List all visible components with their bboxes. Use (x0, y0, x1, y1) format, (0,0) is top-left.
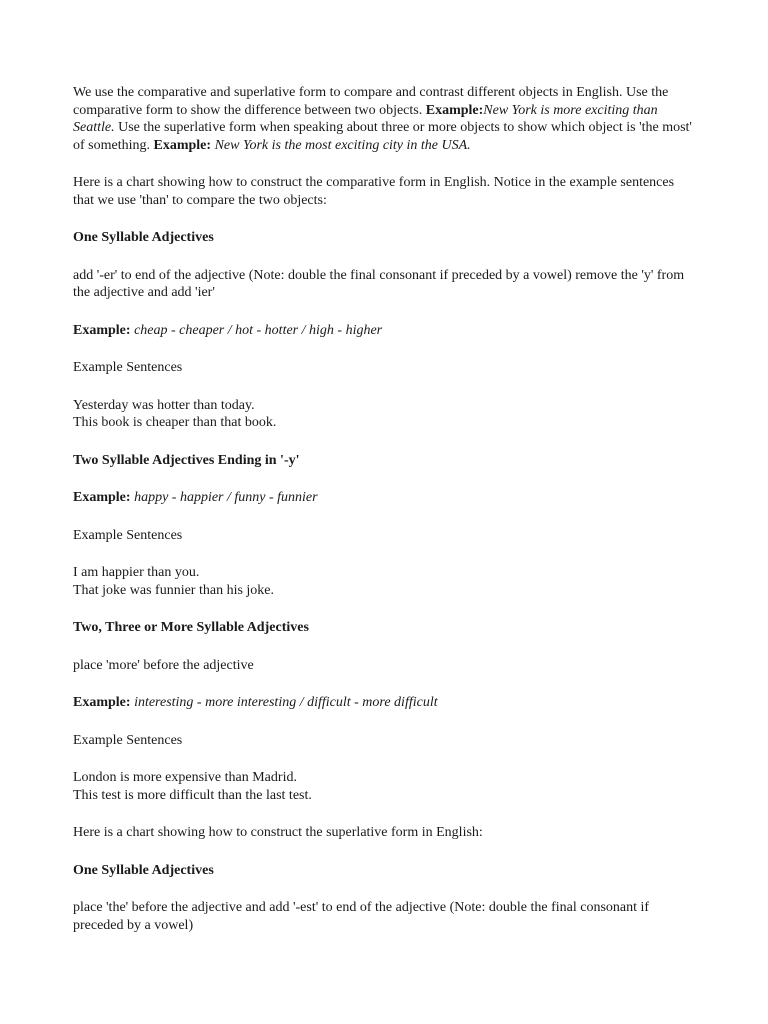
section-example (73, 489, 698, 507)
example-sentences (73, 397, 698, 432)
example-text: cheap - cheaper / hot - hotter / high - higher (134, 322, 383, 338)
example-text: New York is the most exciting city in the USA. (214, 137, 471, 153)
comparative-chart-intro: Here is a chart showing how to construct the comparative form in English. Notice in the example sentences that we use 'than' to compare the two objects: (73, 175, 675, 208)
example-sentence: Yesterday was hotter than today. (73, 397, 255, 413)
superlative-chart-intro: Here is a chart showing how to construct the superlative form in English: (73, 825, 483, 840)
example-sentences-label: Example Sentences (73, 527, 183, 543)
intro-paragraph (73, 84, 698, 154)
example-text: interesting - more interesting / difficult - more difficult (134, 695, 438, 710)
example-sentence: That joke was funnier than his joke. (73, 582, 275, 598)
example-sentence: I am happier than you. (73, 565, 200, 580)
example-sentence: London is more expensive than Madrid. (73, 770, 297, 785)
example-label: Example: (73, 490, 131, 505)
section-heading: One Syllable Adjectives (73, 862, 214, 878)
section-rule: place 'more' before the adjective (73, 657, 254, 673)
intro-text-1: We use the comparative and superlative form to compare and contrast different objects in English. Use the comparative form to show the difference between two objects. (73, 85, 669, 118)
section-heading: Two, Three or More Syllable Adjectives (73, 620, 309, 635)
example-sentences-label: Example Sentences (73, 360, 183, 375)
section-rule: place 'the' before the adjective and add '-est' to end of the adjective (Note: double the final consonant if preceded by a vowel) (73, 900, 650, 933)
example-label: Example: (73, 695, 131, 710)
example-label: Example: (73, 322, 131, 338)
example-label: Example: (153, 137, 212, 153)
example-sentences (73, 564, 698, 599)
section-rule: add '-er' to end of the adjective (Note: double the final consonant if preceded by a vowel) remove the 'y' from the adjective and add 'ier' (73, 267, 685, 300)
example-label: Example: (425, 102, 484, 118)
section-heading: One Syllable Adjectives (73, 230, 214, 245)
intro-text-2: Use the superlative form when speaking about three or more objects to show which object is 'the most' of something. (73, 120, 692, 153)
section-example (73, 322, 698, 340)
section-heading: Two Syllable Adjectives Ending in '-y' (73, 452, 300, 468)
example-text: happy - happier / funny - funnier (134, 490, 318, 505)
document-body (73, 84, 698, 954)
example-text: New York is more exciting than Seattle. (73, 102, 658, 135)
example-sentence: This book is cheaper than that book. (73, 415, 277, 430)
example-sentences (73, 769, 698, 804)
example-sentence: This test is more difficult than the last test. (73, 787, 312, 803)
example-sentences-label: Example Sentences (73, 732, 183, 748)
section-example (73, 694, 698, 712)
